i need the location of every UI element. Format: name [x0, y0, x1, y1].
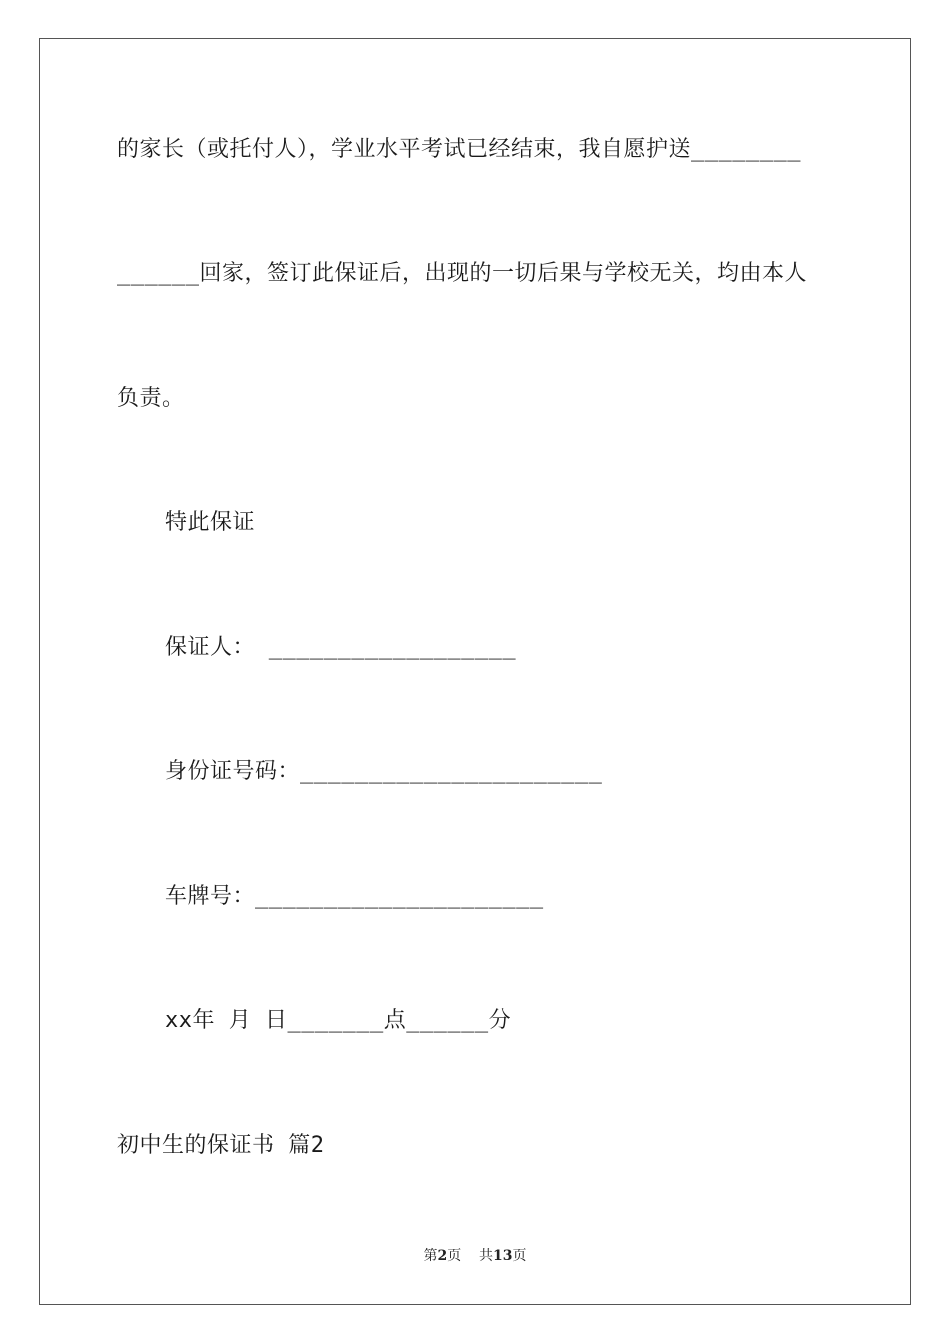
- body-line-1: 的家长（或托付人），学业水平考试已经结束，我自愿护送________: [117, 137, 801, 162]
- page-border: [39, 38, 911, 1305]
- section-heading: 初中生的保证书 篇2: [117, 1133, 325, 1158]
- id-number-field: 身份证号码：______________________: [165, 759, 603, 784]
- page-footer: [0, 1247, 950, 1265]
- total-prefix: 共: [479, 1248, 494, 1264]
- body-line-2: ______回家，签订此保证后，出现的一切后果与学校无关，均由本人: [117, 261, 807, 286]
- total-suffix: 页: [512, 1248, 527, 1264]
- page-suffix: 页: [447, 1248, 462, 1264]
- total-pages: 13: [493, 1248, 513, 1264]
- page-number: 2: [437, 1248, 448, 1264]
- guarantor-field: 保证人： __________________: [165, 635, 517, 660]
- page-prefix: 第: [423, 1248, 438, 1264]
- body-line-3: 负责。: [117, 386, 185, 411]
- closing-statement: 特此保证: [165, 510, 256, 535]
- datetime-field: xx年 月 日_______点______分: [165, 1008, 512, 1033]
- plate-number-field: 车牌号：_____________________: [165, 884, 544, 909]
